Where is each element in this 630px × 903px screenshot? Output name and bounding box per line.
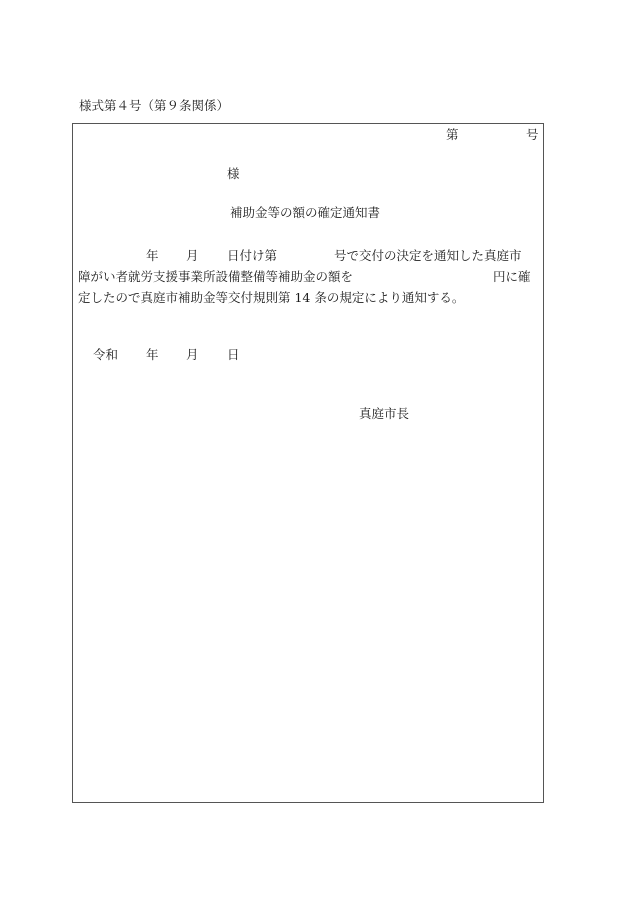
document-title: 補助金等の額の確定通知書 bbox=[230, 205, 381, 220]
body-line-3 bbox=[78, 287, 538, 308]
issuer-name: 真庭市長 bbox=[359, 406, 410, 421]
body-line-2 bbox=[78, 266, 538, 287]
document-frame bbox=[72, 123, 544, 803]
date-year-label: 年 bbox=[146, 347, 159, 362]
date-era: 令和 bbox=[93, 347, 119, 362]
body-yen-label: 円に確 bbox=[493, 269, 531, 284]
notice-body bbox=[78, 245, 538, 308]
body-line-1-rest: 号で交付の決定を通知した真庭市 bbox=[334, 248, 522, 263]
document-number-suffix: 号 bbox=[526, 127, 539, 142]
body-line-1 bbox=[78, 245, 538, 266]
body-line-2-text: 障がい者就労支援事業所設備整備等補助金の額を bbox=[78, 269, 354, 284]
form-number: 様式第４号（第９条関係） bbox=[79, 98, 230, 113]
date-month-label: 月 bbox=[186, 347, 199, 362]
body-line-3-text: 定したので真庭市補助金等交付規則第 14 条の規定により通知する。 bbox=[78, 290, 465, 305]
body-month-label: 月 bbox=[186, 248, 199, 263]
date-day-label: 日 bbox=[227, 347, 240, 362]
addressee-suffix: 様 bbox=[227, 166, 240, 181]
body-day-number-label: 日付け第 bbox=[227, 248, 278, 263]
body-year-label: 年 bbox=[146, 248, 159, 263]
document-number-prefix: 第 bbox=[446, 127, 459, 142]
